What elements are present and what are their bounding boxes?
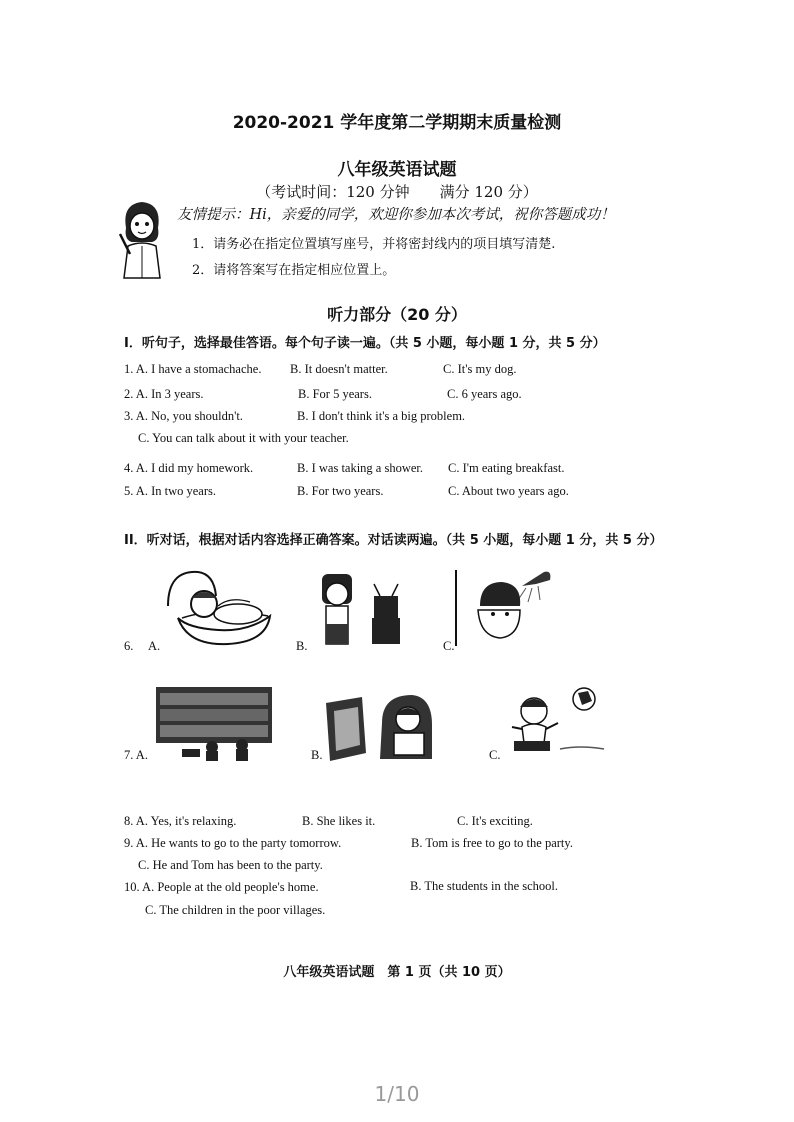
q6-label-b: B. — [296, 639, 308, 653]
girl-watching-tv-icon — [312, 566, 412, 650]
kid-on-couch-tv-icon — [322, 683, 442, 767]
exam-info: （考试时间：120 分钟 满分 120 分） — [256, 183, 538, 201]
q2-option-b: B. For 5 years. — [298, 387, 372, 401]
page-footer: 八年级英语试题 第 1 页（共 10 页） — [283, 965, 511, 980]
part2-instruction: II．听对话，根据对话内容选择正确答案。对话读两遍。（共 5 小题，每小题 1 分，共 5 分） — [124, 533, 663, 548]
page-counter: 1/10 — [374, 1082, 420, 1106]
part1-instruction: I．听句子，选择最佳答语。每个句子读一遍。（共 5 小题，每小题 1 分，共 5 分） — [124, 336, 606, 351]
q3-option-c: C. You can talk about it with your teacher. — [138, 431, 349, 445]
q4-option-b: B. I was taking a shower. — [297, 461, 424, 475]
q3-option-a: 3. A. No, you shouldn't. — [124, 409, 243, 423]
q10-option-b: B. The students in the school. — [410, 879, 559, 893]
q2-option-c: C. 6 years ago. — [447, 387, 522, 401]
library-bookshelf-icon — [152, 683, 276, 763]
q8-option-a: 8. A. Yes, it's relaxing. — [124, 814, 237, 828]
q1-option-c: C. It's my dog. — [443, 362, 517, 376]
exam-subtitle: 八年级英语试题 — [337, 160, 457, 180]
baby-in-cradle-icon — [158, 566, 278, 650]
q1-option-a: 1. A. I have a stomachache. — [124, 362, 262, 376]
q9-option-c: C. He and Tom has been to the party. — [138, 858, 323, 872]
q6-label-a: A. — [148, 639, 161, 653]
note-2: 2．请将答案写在指定相应位置上。 — [192, 263, 396, 278]
q5-option-a: 5. A. In two years. — [124, 484, 216, 498]
q3-option-b: B. I don't think it's a big problem. — [297, 409, 466, 423]
note-1: 1．请务必在指定位置填写座号，并将密封线内的项目填写清楚. — [192, 237, 556, 252]
exam-title: 2020-2021 学年度第二学期期末质量检测 — [232, 113, 562, 133]
q9-option-b: B. Tom is free to go to the party. — [411, 836, 573, 850]
q1-option-b: B. It doesn't matter. — [290, 362, 388, 376]
q7-label-b: B. — [311, 748, 323, 762]
kid-playing-soccer-icon — [500, 683, 610, 763]
q8-option-c: C. It's exciting. — [457, 814, 533, 828]
q10-option-c: C. The children in the poor villages. — [145, 903, 326, 917]
teacher-cartoon-icon — [112, 198, 172, 280]
q5-option-b: B. For two years. — [297, 484, 384, 498]
listening-section-title: 听力部分（20 分） — [327, 305, 467, 324]
q4-option-c: C. I'm eating breakfast. — [448, 461, 565, 475]
q7-label-c: C. — [489, 748, 501, 762]
q10-option-a: 10. A. People at the old people's home. — [124, 880, 319, 894]
q7-number: 7. A. — [124, 748, 148, 762]
q8-option-b: B. She likes it. — [302, 814, 376, 828]
q9-option-a: 9. A. He wants to go to the party tomorrow. — [124, 836, 342, 850]
q6-label-c: C. — [443, 639, 455, 653]
q5-option-c: C. About two years ago. — [448, 484, 569, 498]
friendly-tip: 友情提示：Hi，亲爱的同学，欢迎你参加本次考试，祝你答题成功！ — [177, 207, 615, 223]
q2-option-a: 2. A. In 3 years. — [124, 387, 204, 401]
boy-under-shower-icon — [452, 566, 562, 650]
q6-number: 6. — [124, 639, 134, 653]
q4-option-a: 4. A. I did my homework. — [124, 461, 254, 475]
